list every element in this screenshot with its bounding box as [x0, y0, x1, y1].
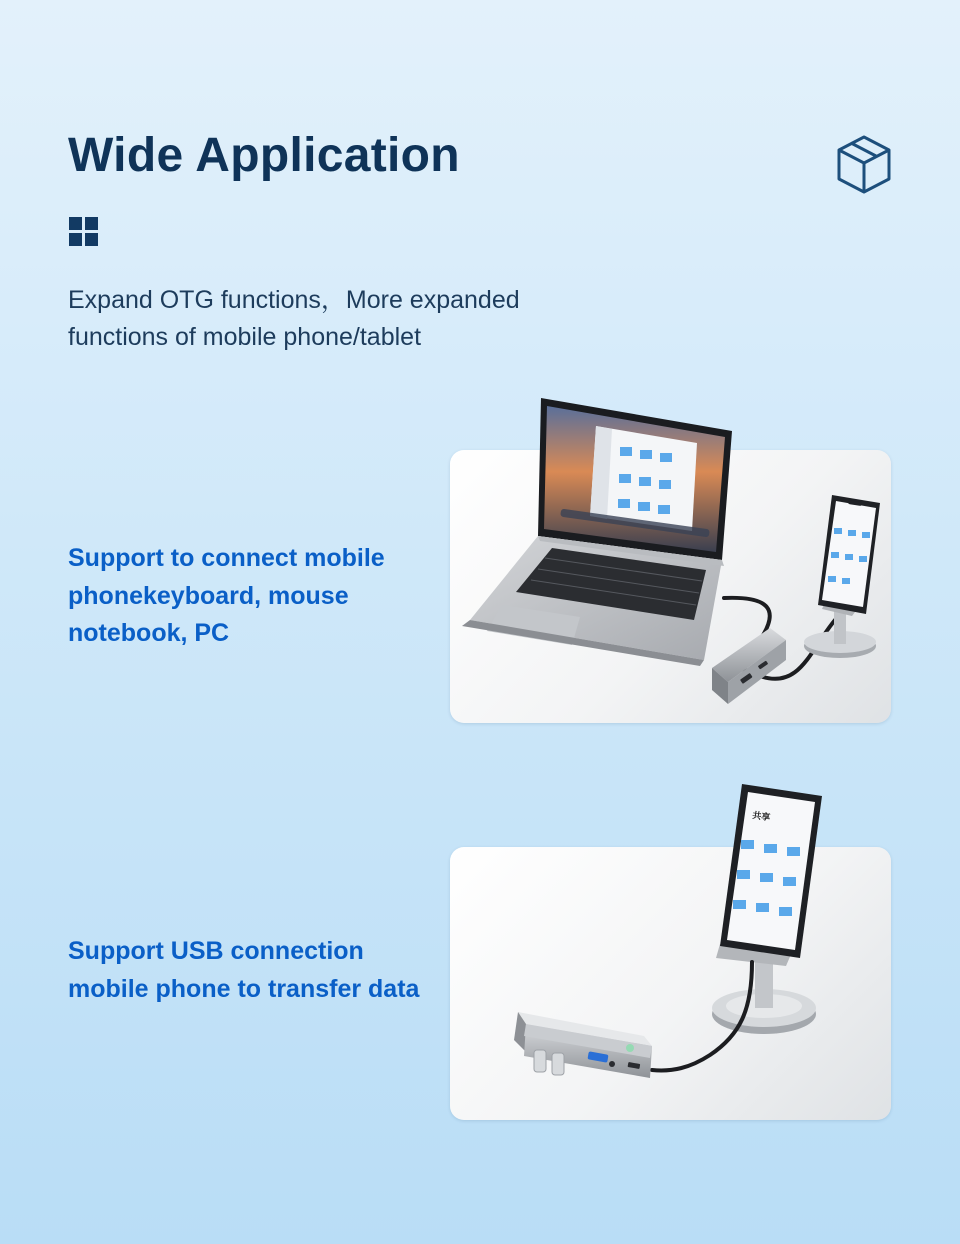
feature-2-line-1: Support USB connection [68, 937, 364, 965]
feature-1-line-2: phonekeyboard, mouse [68, 581, 349, 610]
feature-2-line-2: mobile phone to transfer data [68, 974, 420, 1003]
intro-line-2: functions of mobile phone/tablet [68, 323, 422, 351]
feature-1-line-1: Support to connect mobile [68, 544, 385, 572]
intro-line-1: Expand OTG functions，More expanded [68, 286, 520, 314]
usb-hub-illustration-2 [514, 1012, 652, 1078]
phone-stand-illustration-2 [712, 944, 816, 1034]
usb-hub-illustration-1 [712, 628, 786, 704]
page-title: Wide Application [68, 129, 460, 182]
smartphone-illustration-2 [720, 784, 822, 958]
feature-1-line-3: notebook, PC [68, 619, 230, 647]
phone-folder-title: 共享 [751, 811, 771, 824]
laptop-illustration [462, 398, 732, 666]
smartphone-illustration-1 [818, 495, 880, 614]
